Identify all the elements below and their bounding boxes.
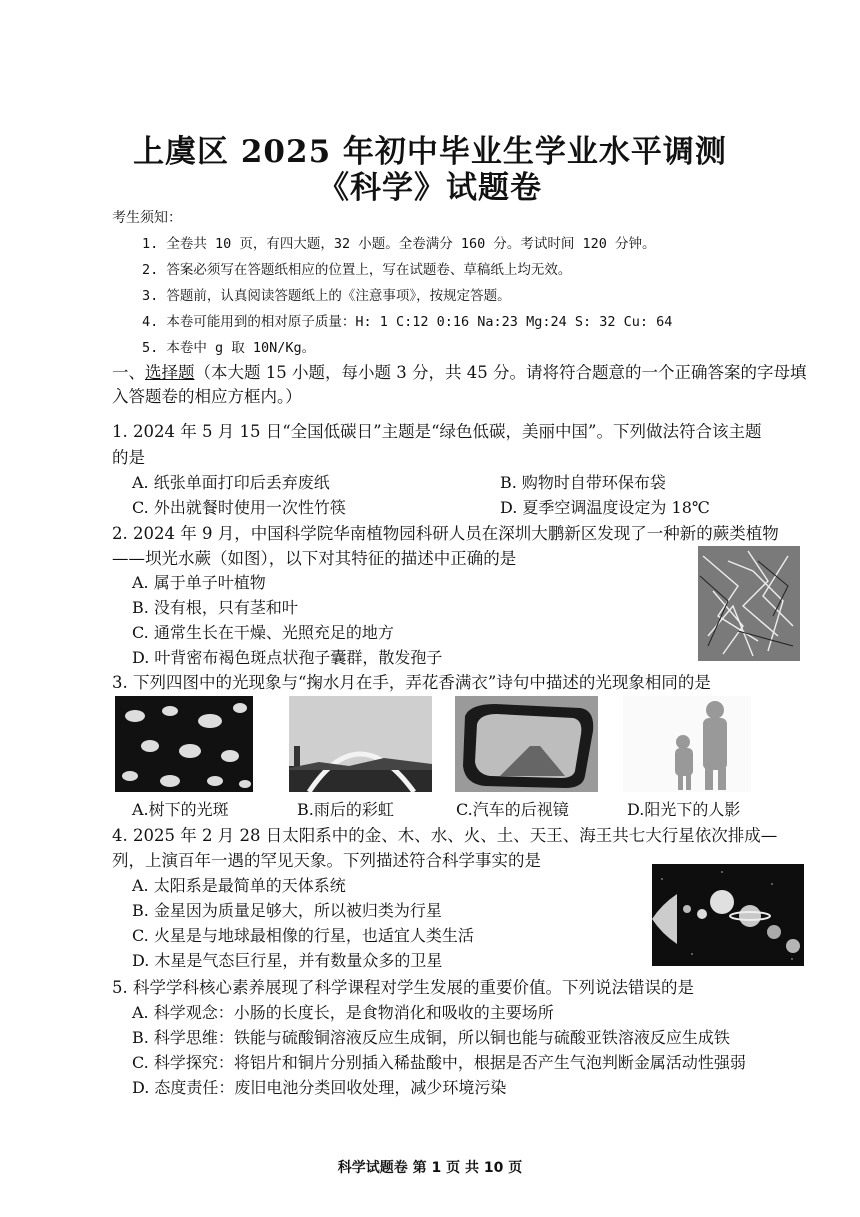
question-5-stem: 5. 科学学科核心素养展现了科学课程对学生发展的重要价值。下列说法错误的是 [112, 978, 694, 997]
tree-light-spots-photo [115, 696, 253, 792]
notice-heading: 考生须知： [112, 210, 182, 226]
notice-item: 1. 全卷共 10 页，有四大题，32 小题。全卷满分 160 分。考试时间 120 分钟。 [142, 236, 656, 252]
question-1-option-c: C. 外出就餐时使用一次性竹筷 [132, 498, 346, 517]
question-5-option-a: A. 科学观念：小肠的长度长，是食物消化和吸收的主要场所 [132, 1003, 554, 1022]
notice-item: 2. 答案必须写在答题纸相应的位置上，写在试题卷、草稿纸上均无效。 [142, 262, 572, 278]
section-name: 选择题 [145, 363, 195, 382]
exam-subtitle: 《科学》试题卷 [318, 170, 542, 206]
car-mirror-photo [455, 696, 598, 792]
question-1-option-a: A. 纸张单面打印后丢弃废纸 [132, 473, 330, 492]
option-a-caption: A.树下的光斑 [132, 800, 229, 819]
notice-item: 4. 本卷可能用到的相对原子质量：H: 1 C:12 0:16 Na:23 Mg:24 S: 32 Cu: 64 [142, 314, 673, 330]
fern-photo [698, 546, 800, 661]
question-4-stem: 4. 2025 年 2 月 28 日太阳系中的金、木、水、火、土、天王、海王共七大行星依次排成— [112, 826, 778, 845]
question-1-stem: 1. 2024 年 5 月 15 日“全国低碳日”主题是“绿色低碳，美丽中国”。下列做法符合该主题 [112, 422, 762, 441]
question-5-option-b: B. 科学思维：铁能与硫酸铜溶液反应生成铜，所以铜也能与硫酸亚铁溶液反应生成铁 [132, 1028, 730, 1047]
section-description: （本大题 15 小题，每小题 3 分，共 45 分。请将符合题意的一个正确答案的字母填入答题卷的相应方框内。） [112, 363, 807, 406]
question-4-stem-cont: 列，上演百年一遇的罕见天象。下列描述符合科学事实的是 [112, 851, 541, 870]
option-b-caption: B.雨后的彩虹 [297, 800, 394, 819]
rainbow-photo [289, 696, 432, 792]
section-heading [112, 361, 812, 409]
option-c-caption: C.汽车的后视镜 [456, 800, 569, 819]
question-2-option-d: D. 叶背密布褐色斑点状孢子囊群，散发孢子 [132, 648, 443, 667]
shadow-photo [623, 696, 751, 792]
option-d-caption: D.阳光下的人影 [627, 800, 741, 819]
page-footer: 科学试题卷 第 1 页 共 10 页 [337, 1160, 523, 1176]
question-2-option-c: C. 通常生长在干燥、光照充足的地方 [132, 623, 394, 642]
question-1-option-b: B. 购物时自带环保布袋 [500, 473, 666, 492]
question-1-stem-cont: 的是 [112, 448, 145, 467]
question-4-option-c: C. 火星是与地球最相像的行星，也适宜人类生活 [132, 926, 474, 945]
question-2-stem-cont: ——坝光水蕨（如图），以下对其特征的描述中正确的是 [112, 549, 517, 568]
question-5-option-d: D. 态度责任：废旧电池分类回收处理，减少环境污染 [132, 1078, 507, 1097]
question-5-option-c: C. 科学探究：将铝片和铜片分别插入稀盐酸中，根据是否产生气泡判断金属活动性强弱 [132, 1053, 746, 1072]
question-2-option-a: A. 属于单子叶植物 [132, 573, 266, 592]
question-1-option-d: D. 夏季空调温度设定为 18℃ [500, 498, 710, 517]
question-4-option-d: D. 木星是气态巨行星，并有数量众多的卫星 [132, 951, 443, 970]
notice-item: 3. 答题前，认真阅读答题纸上的《注意事项》，按规定答题。 [142, 288, 511, 304]
planets-photo [652, 864, 804, 966]
question-2-stem: 2. 2024 年 9 月，中国科学院华南植物园科研人员在深圳大鹏新区发现了一种新的蕨类植物 [112, 524, 779, 543]
exam-title: 上虞区 2025 年初中毕业生学业水平调测 [133, 134, 727, 170]
question-4-option-b: B. 金星因为质量足够大，所以被归类为行星 [132, 901, 442, 920]
question-3-stem: 3. 下列四图中的光现象与“掬水月在手，弄花香满衣”诗句中描述的光现象相同的是 [112, 673, 711, 692]
question-4-option-a: A. 太阳系是最简单的天体系统 [132, 876, 346, 895]
notice-item: 5. 本卷中 g 取 10N/Kg。 [142, 340, 316, 356]
section-prefix: 一、 [112, 363, 145, 382]
question-2-option-b: B. 没有根，只有茎和叶 [132, 598, 298, 617]
